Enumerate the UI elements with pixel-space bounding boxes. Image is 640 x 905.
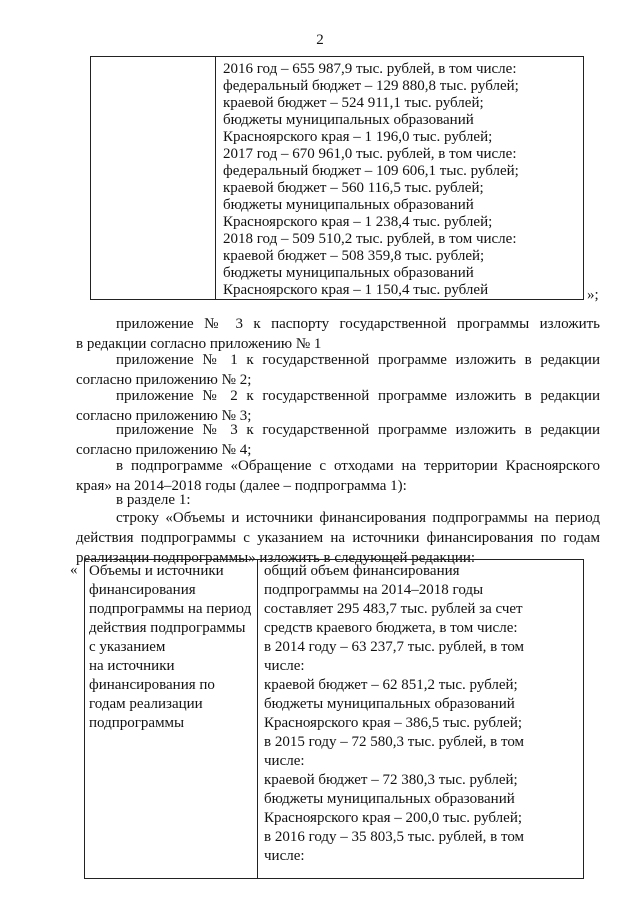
subprogram-funding-table xyxy=(84,559,584,879)
funding-table-continued xyxy=(90,56,584,300)
text-line: числе: xyxy=(264,753,305,769)
text-line: подпрограммы на 2014–2018 годы xyxy=(264,582,484,598)
table-cell-value xyxy=(258,560,584,879)
label-lines xyxy=(89,562,257,733)
table-cell-funding xyxy=(216,57,584,300)
text-line: 2018 год – 509 510,2 тыс. рублей, в том числе: xyxy=(223,231,517,247)
paragraph-appendix-3 xyxy=(76,420,600,460)
text-line: в 2016 году – 35 803,5 тыс. рублей, в том xyxy=(264,829,525,845)
text-line: подпрограммы на период xyxy=(89,601,252,617)
paragraph-line: приложение № 2 к государственной программе изложить в редакции xyxy=(116,388,600,404)
text-line: Красноярского края – 200,0 тыс. рублей; xyxy=(264,810,523,826)
paragraph-line: приложение № 1 к государственной программе изложить в редакции xyxy=(116,352,600,368)
text-line: с указанием xyxy=(89,639,166,655)
paragraph-line: в подпрограмме «Обращение с отходами на территории Красноярского xyxy=(116,458,600,474)
paragraph-line: действия подпрограммы с указанием на источники финансирования по годам xyxy=(76,530,600,546)
text-line: краевой бюджет – 72 380,3 тыс. рублей; xyxy=(264,772,518,788)
text-line: краевой бюджет – 62 851,2 тыс. рублей; xyxy=(264,677,518,693)
text-line: средств краевого бюджета, в том числе: xyxy=(264,620,518,636)
text-line: числе: xyxy=(264,848,305,864)
closing-quote: »; xyxy=(587,287,599,303)
paragraph-line: реализации подпрограммы» изложить в следующей редакции: xyxy=(76,550,476,566)
text-line: Красноярского края – 1 238,4 тыс. рублей; xyxy=(223,214,493,230)
text-line: бюджеты муниципальных образований xyxy=(223,197,474,213)
text-line: Красноярского края – 1 150,4 тыс. рублей xyxy=(223,282,489,298)
table-cell-empty xyxy=(91,57,216,300)
text-line: бюджеты муниципальных образований xyxy=(223,265,474,281)
text-line: годам реализации xyxy=(89,696,203,712)
text-line: действия подпрограммы xyxy=(89,620,246,636)
page-number: 2 xyxy=(316,32,324,48)
paragraph-line: строку «Объемы и источники финансирования подпрограммы на период xyxy=(116,510,600,526)
text-line: краевой бюджет – 524 911,1 тыс. рублей; xyxy=(223,95,484,111)
text-line: подпрограммы xyxy=(89,715,185,731)
paragraph-appendix-3-passport xyxy=(76,314,600,354)
text-line: федеральный бюджет – 109 606,1 тыс. рублей; xyxy=(223,163,519,179)
table-cell-label xyxy=(85,560,258,879)
paragraph-line: в редакции согласно приложению № 1 xyxy=(76,336,322,352)
text-line: Красноярского края – 1 196,0 тыс. рублей; xyxy=(223,129,493,145)
text-line: Объемы и источники xyxy=(89,563,224,579)
text-line: 2016 год – 655 987,9 тыс. рублей, в том числе: xyxy=(223,61,517,77)
text-line: числе: xyxy=(264,658,305,674)
text-line: 2017 год – 670 961,0 тыс. рублей, в том числе: xyxy=(223,146,517,162)
text-line: общий объем финансирования xyxy=(264,563,460,579)
text-line: бюджеты муниципальных образований xyxy=(223,112,474,128)
opening-quote: « xyxy=(70,562,78,578)
paragraph-line: приложение № 3 к государственной программе изложить в редакции xyxy=(116,422,600,438)
text-line: финансирования xyxy=(89,582,196,598)
text-line: бюджеты муниципальных образований xyxy=(264,791,515,807)
paragraph-line: согласно приложению № 4; xyxy=(76,442,252,458)
text-line: в 2015 году – 72 580,3 тыс. рублей, в том xyxy=(264,734,525,750)
text-line: составляет 295 483,7 тыс. рублей за счет xyxy=(264,601,523,617)
paragraph-appendix-1 xyxy=(76,350,600,390)
paragraph-line: согласно приложению № 3; xyxy=(76,408,252,424)
text-line: краевой бюджет – 508 359,8 тыс. рублей; xyxy=(223,248,485,264)
paragraph-line: приложение № 3 к паспорту государственной программы изложить xyxy=(116,316,600,332)
paragraph-line: в разделе 1: xyxy=(116,492,191,508)
paragraph-section-1 xyxy=(76,490,600,510)
value-lines xyxy=(264,562,583,866)
paragraph-line: края» на 2014–2018 годы (далее – подпрограмма 1): xyxy=(76,478,407,494)
text-line: финансирования по xyxy=(89,677,215,693)
text-line: федеральный бюджет – 129 880,8 тыс. рублей; xyxy=(223,78,519,94)
text-line: бюджеты муниципальных образований xyxy=(264,696,515,712)
text-line: на источники xyxy=(89,658,175,674)
text-line: Красноярского края – 386,5 тыс. рублей; xyxy=(264,715,523,731)
funding-lines xyxy=(223,61,583,299)
paragraph-line: согласно приложению № 2; xyxy=(76,372,252,388)
text-line: в 2014 году – 63 237,7 тыс. рублей, в том xyxy=(264,639,525,655)
text-line: краевой бюджет – 560 116,5 тыс. рублей; xyxy=(223,180,484,196)
